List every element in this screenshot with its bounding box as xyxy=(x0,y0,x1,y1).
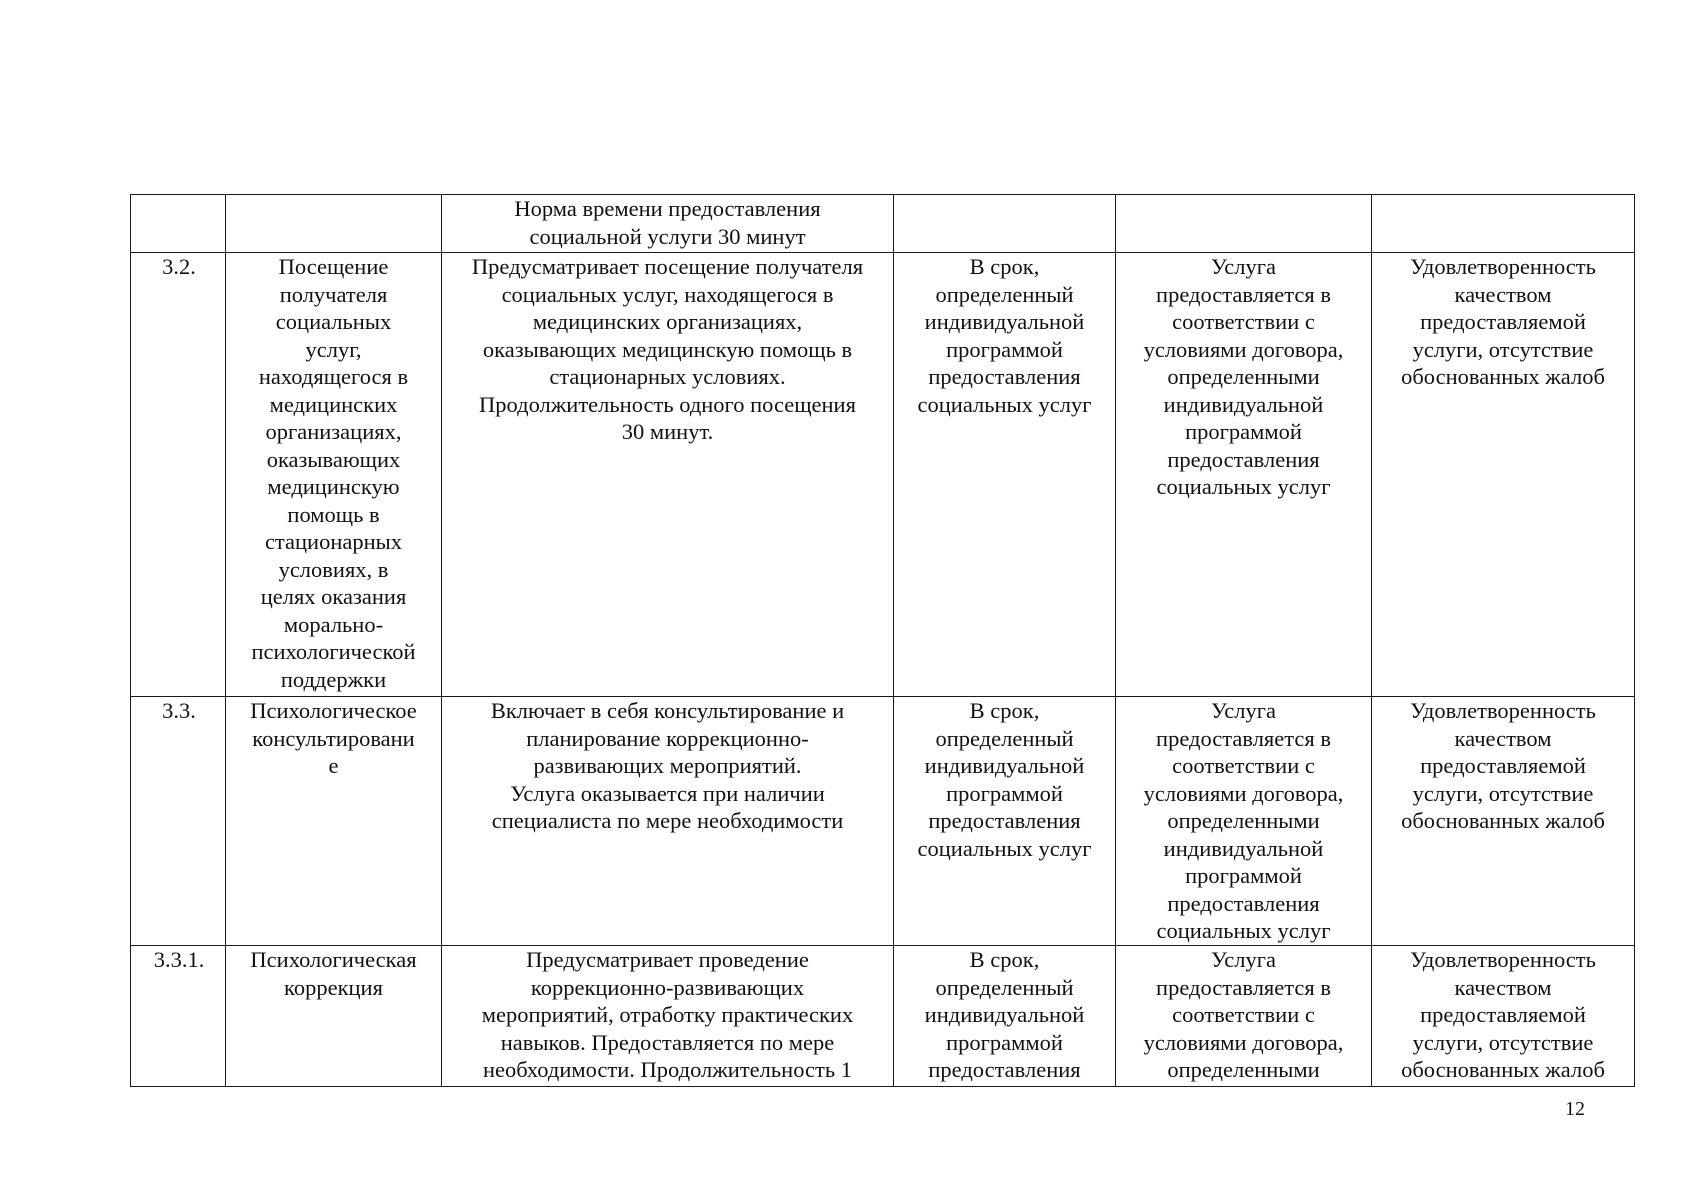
cell-description: Предусматривает проведение коррекционно-развивающих мероприятий, отработку практических навыков. Предоставляется по мере необходимости. Продолжительность 1 xyxy=(442,946,894,1087)
table-row-3-3-1 xyxy=(131,946,1635,1087)
cell-conditions xyxy=(1116,195,1372,253)
services-table xyxy=(130,194,1635,1087)
cell-service-name: Психологическое консультировани е xyxy=(226,697,442,946)
cell-number: 3.2. xyxy=(131,253,226,697)
cell-description: Норма времени предоставления социальной услуги 30 минут xyxy=(442,195,894,253)
cell-indicators: Удовлетворенность качеством предоставляемой услуги, отсутствие обоснованных жалоб xyxy=(1372,253,1635,697)
cell-service-name xyxy=(226,195,442,253)
cell-number: 3.3.1. xyxy=(131,946,226,1087)
cell-term: В срок, определенный индивидуальной программой предоставления xyxy=(894,946,1116,1087)
cell-description: Предусматривает посещение получателя социальных услуг, находящегося в медицинских организациях, оказывающих медицинскую помощь в стационарных условиях. Продолжительность одного посещения 30 минут. xyxy=(442,253,894,697)
cell-term xyxy=(894,195,1116,253)
cell-term: В срок, определенный индивидуальной программой предоставления социальных услуг xyxy=(894,253,1116,697)
cell-service-name: Посещение получателя социальных услуг, находящегося в медицинских организациях, оказывающих медицинскую помощь в стационарных условиях, в целях оказания морально- психологической поддержки xyxy=(226,253,442,697)
page-number: 12 xyxy=(1565,1098,1585,1120)
cell-indicators: Удовлетворенность качеством предоставляемой услуги, отсутствие обоснованных жалоб xyxy=(1372,946,1635,1087)
cell-number: 3.3. xyxy=(131,697,226,946)
cell-term: В срок, определенный индивидуальной программой предоставления социальных услуг xyxy=(894,697,1116,946)
cell-description: Включает в себя консультирование и планирование коррекционно- развивающих мероприятий. Услуга оказывается при наличии специалиста по мере необходимости xyxy=(442,697,894,946)
cell-conditions: Услуга предоставляется в соответствии с условиями договора, определенными xyxy=(1116,946,1372,1087)
table-row-continuation xyxy=(131,195,1635,253)
table-row-3-2 xyxy=(131,253,1635,697)
cell-conditions: Услуга предоставляется в соответствии с условиями договора, определенными индивидуальной программой предоставления социальных услуг xyxy=(1116,253,1372,697)
cell-indicators: Удовлетворенность качеством предоставляемой услуги, отсутствие обоснованных жалоб xyxy=(1372,697,1635,946)
cell-indicators xyxy=(1372,195,1635,253)
cell-number xyxy=(131,195,226,253)
table-row-3-3 xyxy=(131,697,1635,946)
cell-conditions: Услуга предоставляется в соответствии с условиями договора, определенными индивидуальной программой предоставления социальных услуг xyxy=(1116,697,1372,946)
cell-service-name: Психологическая коррекция xyxy=(226,946,442,1087)
